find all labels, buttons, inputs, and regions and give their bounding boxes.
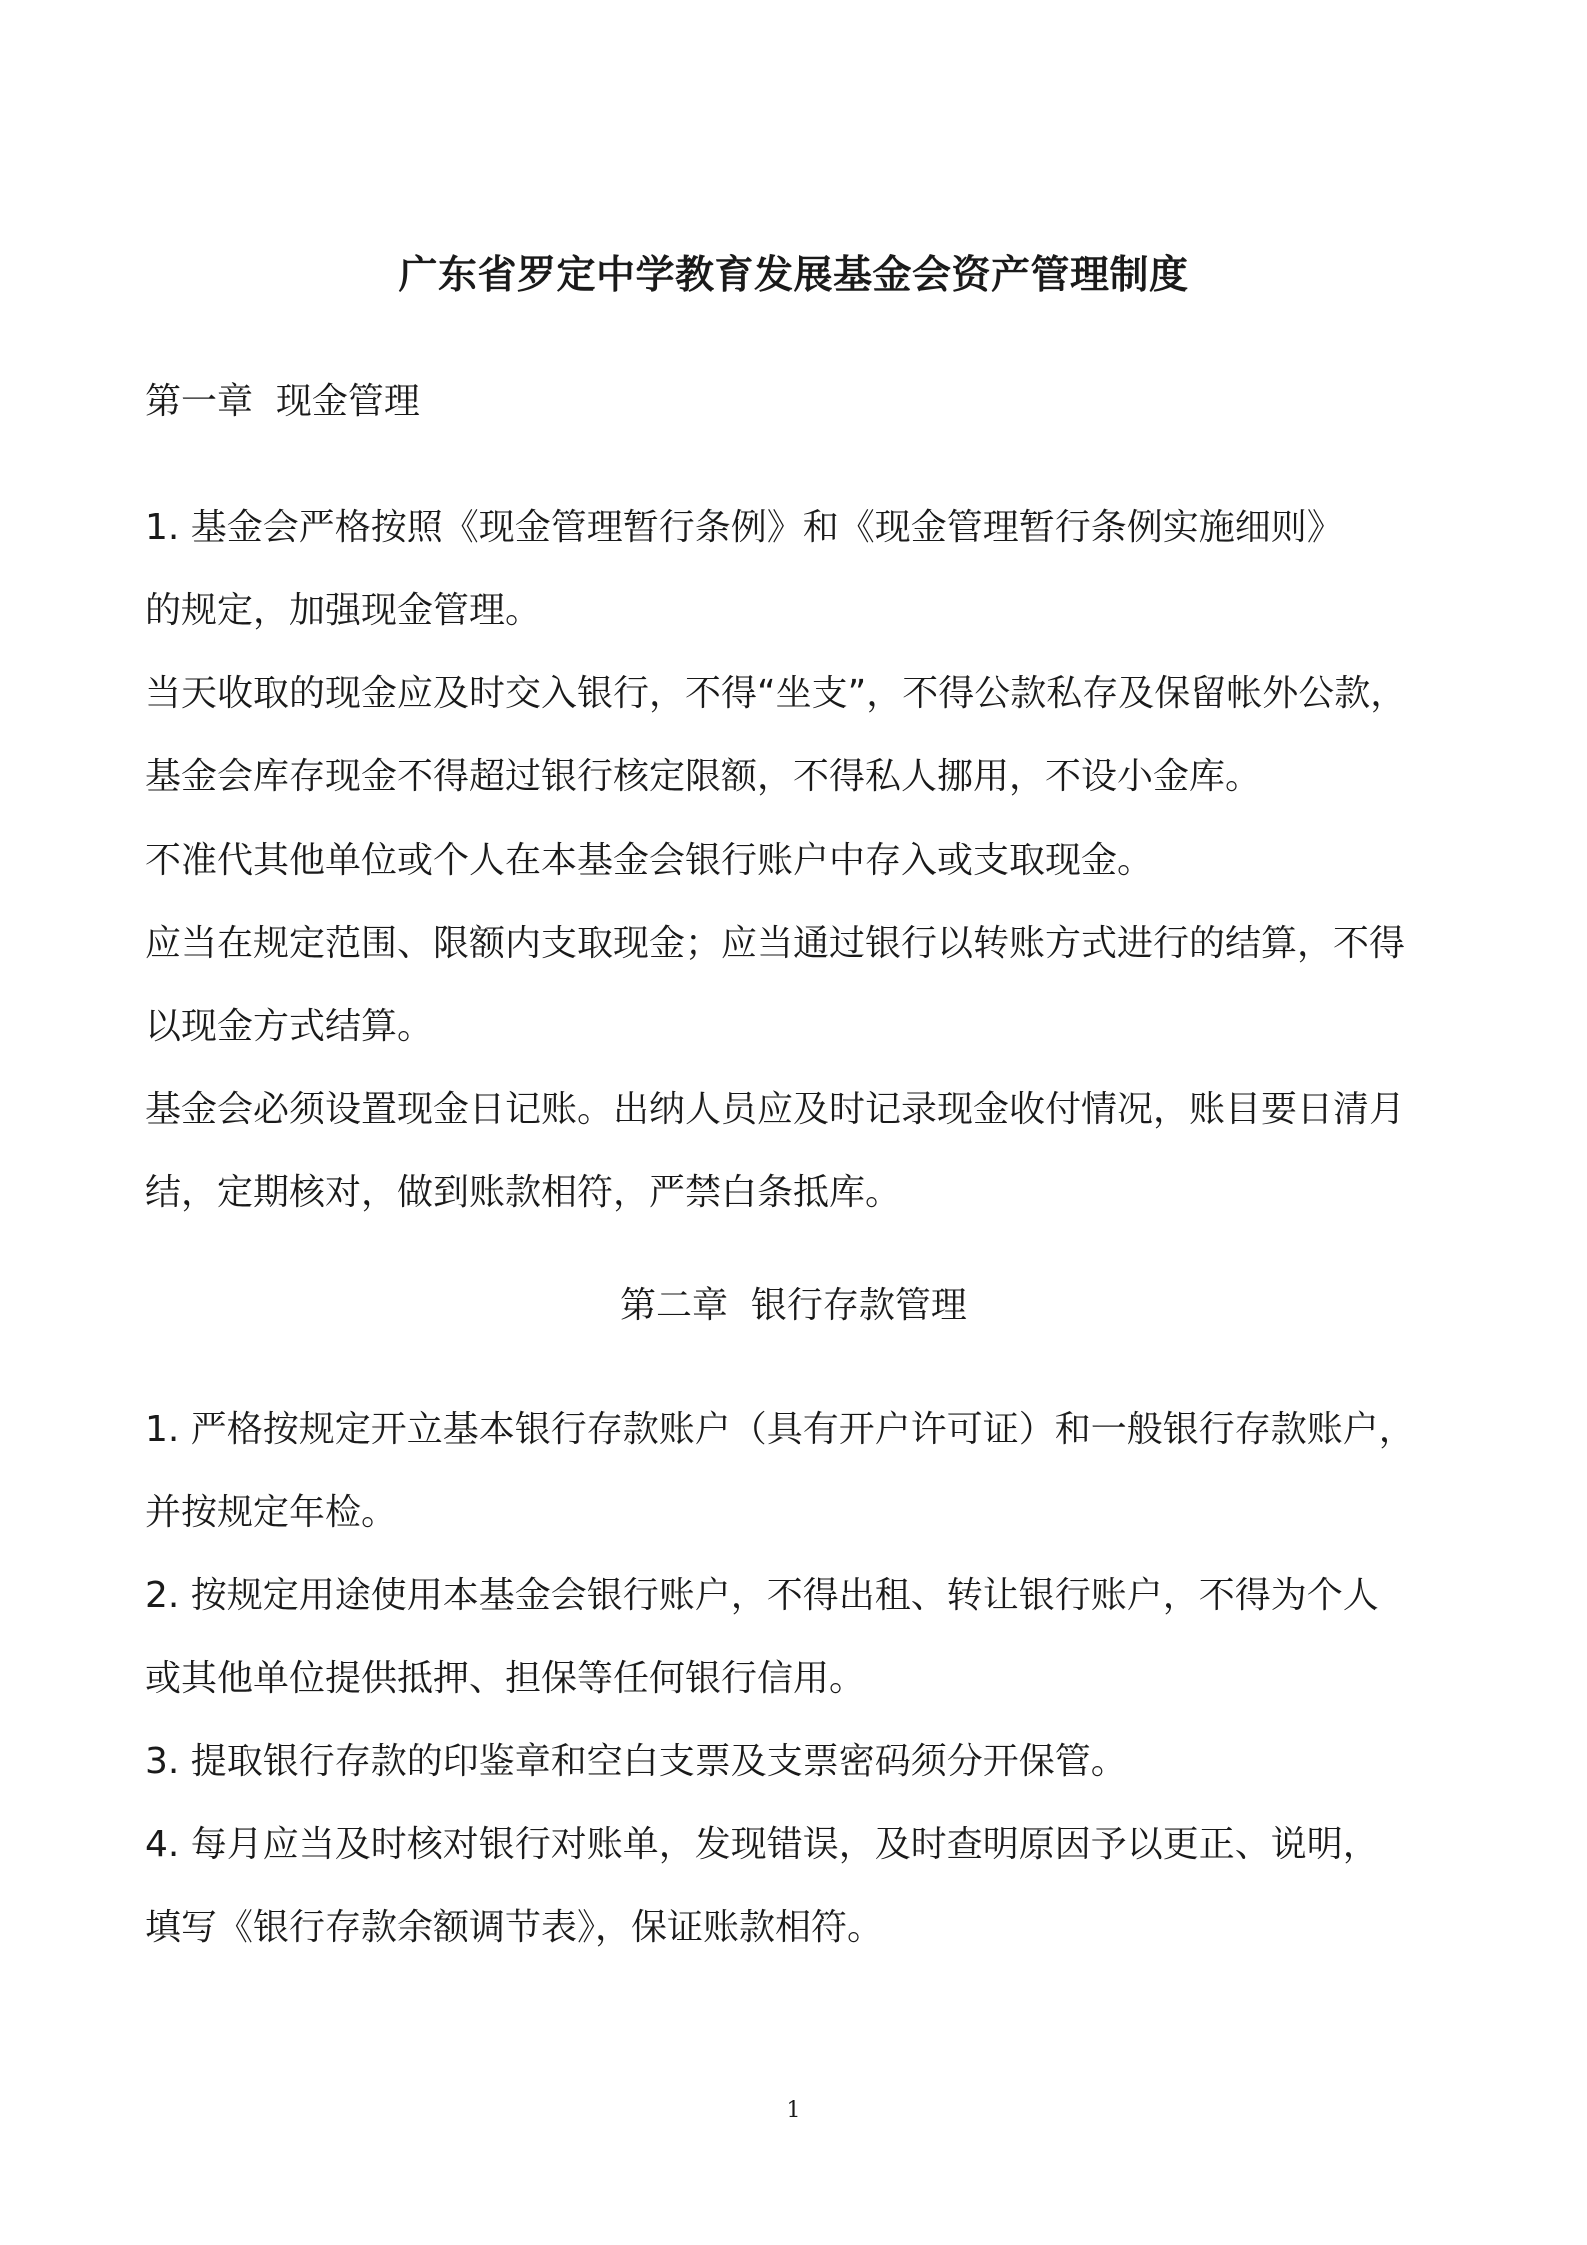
chapter-2-line: 1. 严格按规定开立基本银行存款账户（具有开户许可证）和一般银行存款账户，: [145, 1409, 1415, 1450]
chapter-2-line: 2. 按规定用途使用本基金会银行账户，不得出租、转让银行账户，不得为个人: [145, 1575, 1379, 1616]
chapter-2-line: 或其他单位提供抵押、担保等任何银行信用。: [145, 1658, 866, 1699]
chapter-1-line: 1. 基金会严格按照《现金管理暂行条例》和《现金管理暂行条例实施细则》: [145, 507, 1343, 548]
chapter-2-line: 并按规定年检。: [145, 1492, 398, 1533]
chapter-1-line: 的规定，加强现金管理。: [145, 590, 542, 631]
chapter-1-heading: 第一章 现金管理: [145, 381, 420, 422]
chapter-1-line: 基金会库存现金不得超过银行核定限额，不得私人挪用，不设小金库。: [145, 756, 1262, 797]
chapter-1-line: 结，定期核对，做到账款相符，严禁白条抵库。: [145, 1172, 902, 1213]
chapter-1-line: 当天收取的现金应及时交入银行，不得“坐支”，不得公款私存及保留帐外公款，: [145, 673, 1407, 714]
chapter-1-line: 基金会必须设置现金日记账。出纳人员应及时记录现金收付情况，账目要日清月: [145, 1089, 1406, 1130]
chapter-1-line: 以现金方式结算。: [145, 1006, 434, 1047]
chapter-2-line: 3. 提取银行存款的印鉴章和空白支票及支票密码须分开保管。: [145, 1741, 1127, 1782]
chapter-1-line: 不准代其他单位或个人在本基金会银行账户中存入或支取现金。: [145, 840, 1154, 881]
chapter-2-line: 填写《银行存款余额调节表》，保证账款相符。: [145, 1907, 884, 1948]
document-title: 广东省罗定中学教育发展基金会资产管理制度: [398, 253, 1189, 298]
chapter-2-line: 4. 每月应当及时核对银行对账单，发现错误，及时查明原因予以更正、说明，: [145, 1824, 1379, 1865]
page-number: 1: [786, 2098, 801, 2123]
chapter-2-heading: 第二章 银行存款管理: [620, 1285, 967, 1326]
chapter-1-line: 应当在规定范围、限额内支取现金；应当通过银行以转账方式进行的结算，不得: [145, 923, 1406, 964]
